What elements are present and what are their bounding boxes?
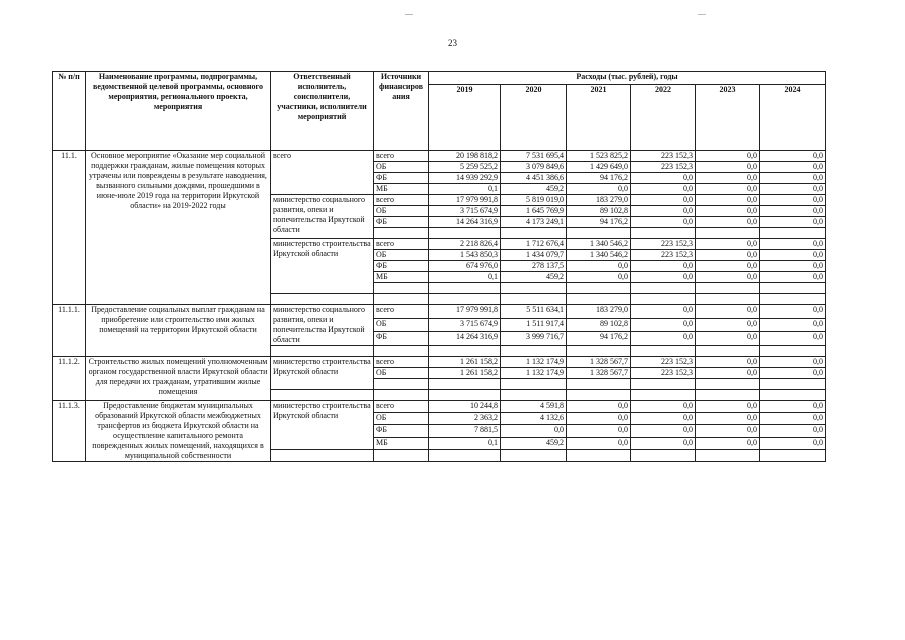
expense-value: 0,0	[696, 368, 760, 379]
empty-cell	[631, 449, 696, 461]
expense-value: 0,0	[631, 261, 696, 272]
expense-value: 0,0	[631, 437, 696, 449]
empty-cell	[696, 228, 760, 239]
expense-value: 0,0	[696, 217, 760, 228]
expense-value: 0,0	[760, 162, 826, 173]
expense-value: 223 152,3	[631, 162, 696, 173]
table-row	[53, 151, 826, 162]
empty-cell	[567, 379, 631, 390]
funding-source: всего	[374, 239, 429, 250]
expense-value: 1 340 546,2	[567, 250, 631, 261]
empty-cell	[696, 449, 760, 461]
responsible-executor: министерство социального развития, опеки и попечительства Иркутской области	[271, 305, 374, 346]
funding-source: всего	[374, 151, 429, 162]
empty-cell	[374, 449, 429, 461]
responsible-executor: министерство социального развития, опеки и попечительства Иркутской области	[271, 195, 374, 239]
empty-cell	[271, 346, 374, 357]
expense-value: 0,0	[631, 217, 696, 228]
funding-source: всего	[374, 195, 429, 206]
expense-value: 89 102,8	[567, 318, 631, 332]
empty-cell	[429, 346, 501, 357]
expense-value: 223 152,3	[631, 357, 696, 368]
expense-value: 459,2	[501, 437, 567, 449]
empty-cell	[501, 283, 567, 294]
empty-cell	[631, 283, 696, 294]
empty-cell	[501, 228, 567, 239]
empty-cell	[760, 346, 826, 357]
expense-value: 0,0	[631, 401, 696, 413]
empty-cell	[696, 390, 760, 401]
expense-value: 2 218 826,4	[429, 239, 501, 250]
expense-value: 0,1	[429, 272, 501, 283]
expense-value: 0,0	[567, 184, 631, 195]
funding-source: ОБ	[374, 318, 429, 332]
expense-value: 0,0	[760, 332, 826, 346]
expense-value: 94 176,2	[567, 173, 631, 184]
empty-cell	[631, 390, 696, 401]
expense-value: 0,0	[696, 272, 760, 283]
scan-mark	[698, 14, 706, 15]
expense-value: 183 279,0	[567, 305, 631, 319]
funding-source: ФБ	[374, 261, 429, 272]
expense-value: 183 279,0	[567, 195, 631, 206]
expense-value: 3 715 674,9	[429, 318, 501, 332]
empty-cell	[374, 346, 429, 357]
empty-cell	[271, 390, 374, 401]
expense-value: 3 715 674,9	[429, 206, 501, 217]
expense-value: 0,0	[760, 368, 826, 379]
empty-cell	[501, 379, 567, 390]
empty-cell	[374, 390, 429, 401]
row-number: 11.1.	[53, 151, 86, 305]
funding-source: ФБ	[374, 173, 429, 184]
expense-value: 0,0	[696, 318, 760, 332]
expense-value: 0,0	[760, 272, 826, 283]
scan-mark	[405, 14, 413, 15]
expense-value: 5 511 634,1	[501, 305, 567, 319]
empty-cell	[760, 283, 826, 294]
table-body	[53, 151, 826, 462]
empty-cell	[631, 228, 696, 239]
funding-source: ОБ	[374, 162, 429, 173]
expense-value: 5 259 525,2	[429, 162, 501, 173]
expense-value: 20 198 818,2	[429, 151, 501, 162]
expense-value: 0,0	[760, 173, 826, 184]
expense-value: 3 079 849,6	[501, 162, 567, 173]
expense-value: 459,2	[501, 184, 567, 195]
expense-value: 5 819 019,0	[501, 195, 567, 206]
empty-cell	[501, 294, 567, 305]
expense-value: 0,0	[760, 239, 826, 250]
funding-source: ОБ	[374, 368, 429, 379]
header-responsible: Ответственный исполнитель, соисполнители, участники, исполнители мероприятий	[271, 72, 374, 151]
expense-value: 0,0	[696, 413, 760, 425]
table-row	[53, 357, 826, 368]
funding-source: ФБ	[374, 332, 429, 346]
expense-value: 0,0	[696, 332, 760, 346]
empty-cell	[501, 449, 567, 461]
expense-value: 2 363,2	[429, 413, 501, 425]
expense-value: 0,0	[696, 184, 760, 195]
funding-source: ФБ	[374, 217, 429, 228]
empty-cell	[760, 379, 826, 390]
expense-value: 10 244,8	[429, 401, 501, 413]
expense-value: 0,0	[567, 437, 631, 449]
expense-value: 0,0	[760, 184, 826, 195]
expense-value: 0,0	[760, 425, 826, 437]
expense-value: 1 132 174,9	[501, 357, 567, 368]
expense-value: 4 591,8	[501, 401, 567, 413]
expenses-table	[52, 71, 826, 462]
expense-value: 0,0	[696, 239, 760, 250]
empty-cell	[429, 294, 501, 305]
expense-value: 3 999 716,7	[501, 332, 567, 346]
expense-value: 0,0	[760, 437, 826, 449]
page-number: 23	[448, 38, 457, 48]
header-year: 2024	[760, 85, 826, 151]
expense-value: 0,0	[567, 401, 631, 413]
expense-value: 0,0	[760, 305, 826, 319]
empty-cell	[696, 379, 760, 390]
measure-name: Предоставление бюджетам муниципальных образований Иркутской области межбюджетных трансфертов из бюджета Иркутской области на осуществление капитального ремонта поврежденных жилых помещений, находящихся в муниципальной собственности	[86, 401, 271, 462]
expense-value: 17 979 991,8	[429, 195, 501, 206]
empty-cell	[567, 390, 631, 401]
expense-value: 0,0	[631, 332, 696, 346]
expense-value: 0,0	[760, 206, 826, 217]
expense-value: 0,0	[760, 357, 826, 368]
header-expenses: Расходы (тыс. рублей), годы	[429, 72, 826, 85]
expense-value: 0,0	[696, 173, 760, 184]
row-number: 11.1.2.	[53, 357, 86, 401]
expense-value: 0,0	[567, 413, 631, 425]
funding-source: всего	[374, 305, 429, 319]
expense-value: 0,0	[760, 217, 826, 228]
expense-value: 7 881,5	[429, 425, 501, 437]
empty-cell	[696, 283, 760, 294]
empty-cell	[567, 346, 631, 357]
empty-cell	[631, 379, 696, 390]
responsible-executor: министерство строительства Иркутской области	[271, 401, 374, 450]
funding-source: ФБ	[374, 425, 429, 437]
header-num: № п/п	[53, 72, 86, 151]
measure-name: Предоставление социальных выплат гражданам на приобретение или строительство ими жилых помещений на территории Иркутской области	[86, 305, 271, 357]
responsible-executor: министерство строительства Иркутской области	[271, 239, 374, 294]
measure-name: Строительство жилых помещений уполномоченным органом государственной власти Иркутской области для передачи их гражданам, утратившим жилые помещения	[86, 357, 271, 401]
empty-cell	[429, 228, 501, 239]
expense-value: 0,0	[567, 425, 631, 437]
header-year: 2023	[696, 85, 760, 151]
expense-value: 0,0	[696, 357, 760, 368]
expense-value: 4 451 386,6	[501, 173, 567, 184]
expense-value: 674 976,0	[429, 261, 501, 272]
expense-value: 223 152,3	[631, 250, 696, 261]
expense-value: 0,0	[631, 305, 696, 319]
expense-value: 1 523 825,2	[567, 151, 631, 162]
expense-value: 0,0	[567, 261, 631, 272]
expense-value: 94 176,2	[567, 217, 631, 228]
funding-source: всего	[374, 357, 429, 368]
expense-value: 0,0	[631, 425, 696, 437]
responsible-executor: всего	[271, 151, 374, 195]
funding-source: всего	[374, 401, 429, 413]
funding-source: ОБ	[374, 206, 429, 217]
empty-cell	[429, 449, 501, 461]
row-number: 11.1.1.	[53, 305, 86, 357]
funding-source: МБ	[374, 184, 429, 195]
expense-value: 0,0	[760, 195, 826, 206]
empty-cell	[567, 228, 631, 239]
expense-value: 14 264 316,9	[429, 217, 501, 228]
expense-value: 4 173 249,1	[501, 217, 567, 228]
expense-value: 17 979 991,8	[429, 305, 501, 319]
expense-value: 0,0	[760, 151, 826, 162]
header-year: 2021	[567, 85, 631, 151]
header-year: 2019	[429, 85, 501, 151]
expense-value: 0,0	[696, 401, 760, 413]
empty-cell	[271, 294, 374, 305]
expense-value: 0,0	[696, 425, 760, 437]
empty-cell	[760, 294, 826, 305]
expense-value: 94 176,2	[567, 332, 631, 346]
expense-value: 0,0	[696, 151, 760, 162]
expense-value: 223 152,3	[631, 151, 696, 162]
header-year: 2020	[501, 85, 567, 151]
table-row	[53, 305, 826, 319]
expense-value: 1 132 174,9	[501, 368, 567, 379]
expense-value: 1 328 567,7	[567, 357, 631, 368]
expense-value: 1 645 769,9	[501, 206, 567, 217]
header-source: Источники финансиров ания	[374, 72, 429, 151]
expense-value: 0,0	[631, 272, 696, 283]
expense-value: 0,1	[429, 437, 501, 449]
empty-cell	[567, 283, 631, 294]
empty-cell	[374, 379, 429, 390]
expense-value: 0,0	[696, 206, 760, 217]
expense-value: 89 102,8	[567, 206, 631, 217]
empty-cell	[429, 283, 501, 294]
expense-value: 0,0	[760, 250, 826, 261]
expense-value: 0,0	[696, 305, 760, 319]
empty-cell	[631, 294, 696, 305]
empty-cell	[696, 346, 760, 357]
funding-source: МБ	[374, 437, 429, 449]
expense-value: 14 264 316,9	[429, 332, 501, 346]
funding-source: МБ	[374, 272, 429, 283]
expense-value: 0,0	[696, 195, 760, 206]
empty-cell	[567, 449, 631, 461]
expense-value: 1 511 917,4	[501, 318, 567, 332]
expense-value: 7 531 695,4	[501, 151, 567, 162]
empty-cell	[374, 283, 429, 294]
funding-source: ОБ	[374, 250, 429, 261]
expense-value: 0,0	[631, 173, 696, 184]
expense-value: 1 712 676,4	[501, 239, 567, 250]
empty-cell	[374, 294, 429, 305]
empty-cell	[429, 379, 501, 390]
expense-value: 278 137,5	[501, 261, 567, 272]
expense-value: 0,0	[760, 401, 826, 413]
header-year: 2022	[631, 85, 696, 151]
empty-cell	[501, 346, 567, 357]
expense-value: 0,0	[696, 261, 760, 272]
expense-value: 1 328 567,7	[567, 368, 631, 379]
empty-cell	[696, 294, 760, 305]
measure-name: Основное мероприятие «Оказание мер социальной поддержки гражданам, жилые помещения которых утрачены или повреждены в результате наводнения, вызванного сильными дождями, прошедшими в июне-июле 2019 года на территории Иркутской области» на 2019-2022 годы	[86, 151, 271, 305]
funding-source: ОБ	[374, 413, 429, 425]
expense-value: 223 152,3	[631, 239, 696, 250]
expense-value: 0,0	[696, 162, 760, 173]
header-name: Наименование программы, подпрограммы, ведомственной целевой программы, основного мероприятия, регионального проекта, мероприятия	[86, 72, 271, 151]
expense-value: 1 429 649,0	[567, 162, 631, 173]
expense-value: 14 939 292,9	[429, 173, 501, 184]
expense-value: 0,0	[567, 272, 631, 283]
expense-value: 0,0	[631, 184, 696, 195]
expense-value: 0,0	[631, 195, 696, 206]
empty-cell	[631, 346, 696, 357]
expense-value: 1 434 079,7	[501, 250, 567, 261]
expense-value: 0,1	[429, 184, 501, 195]
row-number: 11.1.3.	[53, 401, 86, 462]
expense-value: 0,0	[696, 437, 760, 449]
expense-value: 459,2	[501, 272, 567, 283]
expense-value: 1 543 850,3	[429, 250, 501, 261]
table-row	[53, 401, 826, 413]
expense-value: 0,0	[501, 425, 567, 437]
expense-value: 0,0	[696, 250, 760, 261]
expense-value: 4 132,6	[501, 413, 567, 425]
expense-value: 0,0	[631, 413, 696, 425]
empty-cell	[429, 390, 501, 401]
expense-value: 1 261 158,2	[429, 368, 501, 379]
empty-cell	[760, 449, 826, 461]
empty-cell	[501, 390, 567, 401]
expense-value: 0,0	[631, 206, 696, 217]
empty-cell	[567, 294, 631, 305]
expense-value: 1 261 158,2	[429, 357, 501, 368]
empty-cell	[760, 228, 826, 239]
expense-value: 1 340 546,2	[567, 239, 631, 250]
expense-value: 0,0	[760, 318, 826, 332]
expense-value: 0,0	[631, 318, 696, 332]
expense-value: 0,0	[760, 261, 826, 272]
empty-cell	[760, 390, 826, 401]
expense-value: 223 152,3	[631, 368, 696, 379]
empty-cell	[271, 449, 374, 461]
empty-cell	[374, 228, 429, 239]
expense-value: 0,0	[760, 413, 826, 425]
responsible-executor: министерство строительства Иркутской области	[271, 357, 374, 390]
